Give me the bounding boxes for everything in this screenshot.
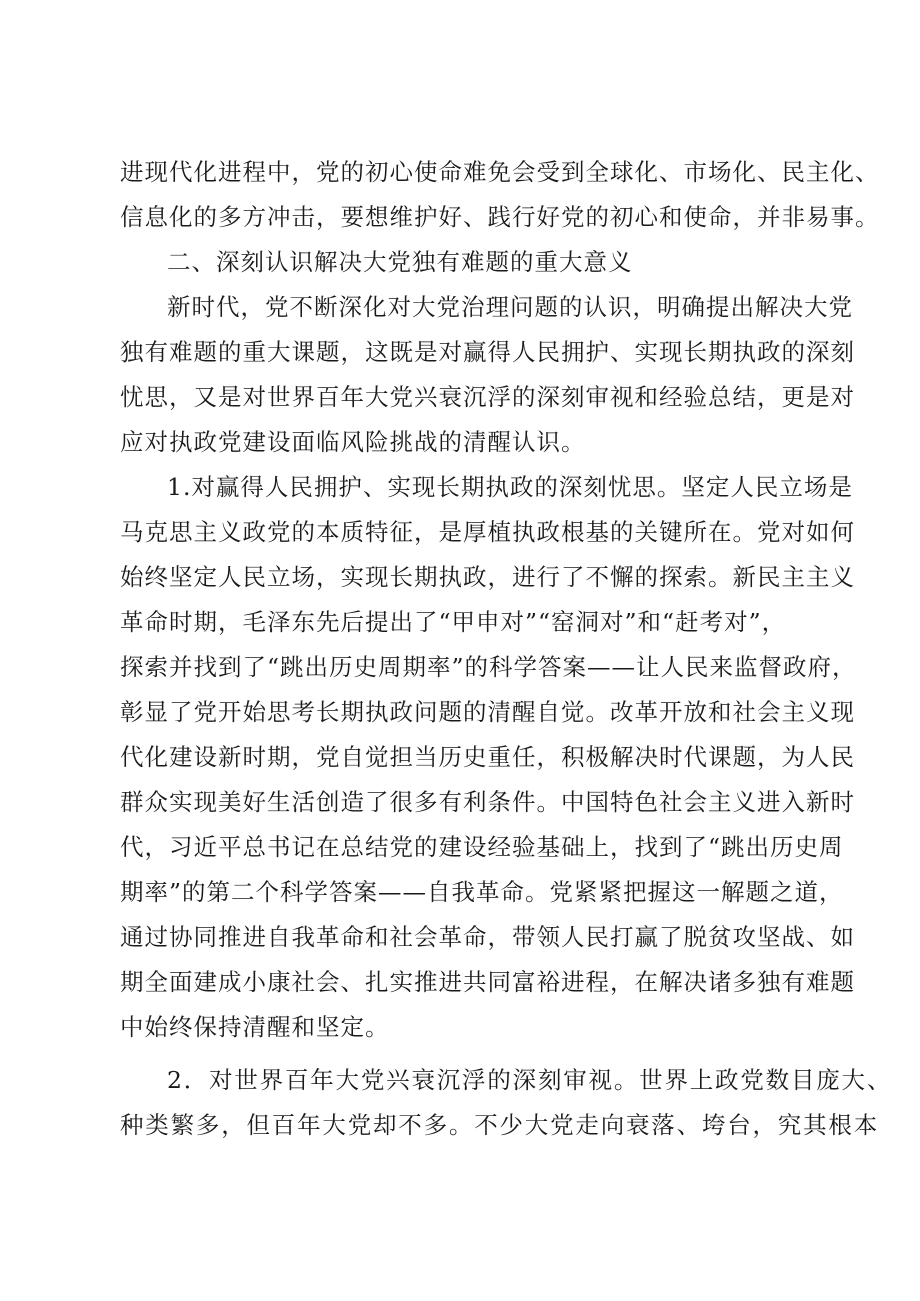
text-line: 始终坚定人民立场，实现长期执政，进行了不懈的探索。新民主主义 — [120, 563, 855, 591]
text-line: 通过协同推进自我革命和社会革命，带领人民打赢了脱贫攻坚战、如 — [120, 923, 855, 951]
text-line: 代，习近平总书记在总结党的建设经验基础上，找到了“跳出历史周 — [120, 833, 844, 861]
text-line: 独有难题的重大课题，这既是对赢得人民拥护、实现长期执政的深刻 — [120, 338, 855, 366]
text-line: 群众实现美好生活创造了很多有利条件。中国特色社会主义进入新时 — [120, 788, 855, 816]
document-body — [120, 150, 893, 1148]
text-line: 马克思主义政党的本质特征，是厚植执政根基的关键所在。党对如何 — [120, 518, 855, 546]
text-line: 信息化的多方冲击，要想维护好、践行好党的初心和使命，并非易事。 — [120, 203, 880, 231]
section-heading: 二、深刻认识解决大党独有难题的重大意义 — [167, 248, 633, 276]
text-line: 中始终保持清醒和坚定。 — [120, 1013, 390, 1041]
text-line: 期全面建成小康社会、扎实推进共同富裕进程，在解决诸多独有难题 — [120, 968, 855, 996]
text-line: 种类繁多，但百年大党却不多。不少大党走向衰落、垮台，究其根本 — [120, 1111, 879, 1139]
text-line: 2．对世界百年大党兴衰沉浮的深刻审视。世界上政党数目庞大、 — [167, 1066, 893, 1094]
text-line: 新时代，党不断深化对大党治理问题的认识，明确提出解决大党 — [167, 293, 853, 321]
paragraph-gap — [120, 1050, 824, 1058]
text-line: 应对执政党建设面临风险挑战的清醒认识。 — [120, 428, 586, 456]
text-line: 革命时期，毛泽东先后提出了“甲申对”“窑洞对”和“赶考对”， — [120, 608, 787, 636]
text-line: 忧思，又是对世界百年大党兴衰沉浮的深刻审视和经验总结，更是对 — [120, 383, 855, 411]
text-line: 期率”的第二个科学答案——自我革命。党紧紧把握这一解题之道， — [120, 878, 844, 906]
text-line: 进现代化进程中，党的初心使命难免会受到全球化、市场化、民主化、 — [120, 158, 880, 186]
text-line: 代化建设新时期，党自觉担当历史重任，积极解决时代课题，为人民 — [120, 743, 855, 771]
text-line: 1.对赢得人民拥护、实现长期执政的深刻忧思。坚定人民立场是 — [167, 473, 853, 501]
text-line: 彰显了党开始思考长期执政问题的清醒自觉。改革开放和社会主义现 — [120, 698, 855, 726]
text-line: 探索并找到了“跳出历史周期率”的科学答案——让人民来监督政府， — [120, 653, 857, 681]
